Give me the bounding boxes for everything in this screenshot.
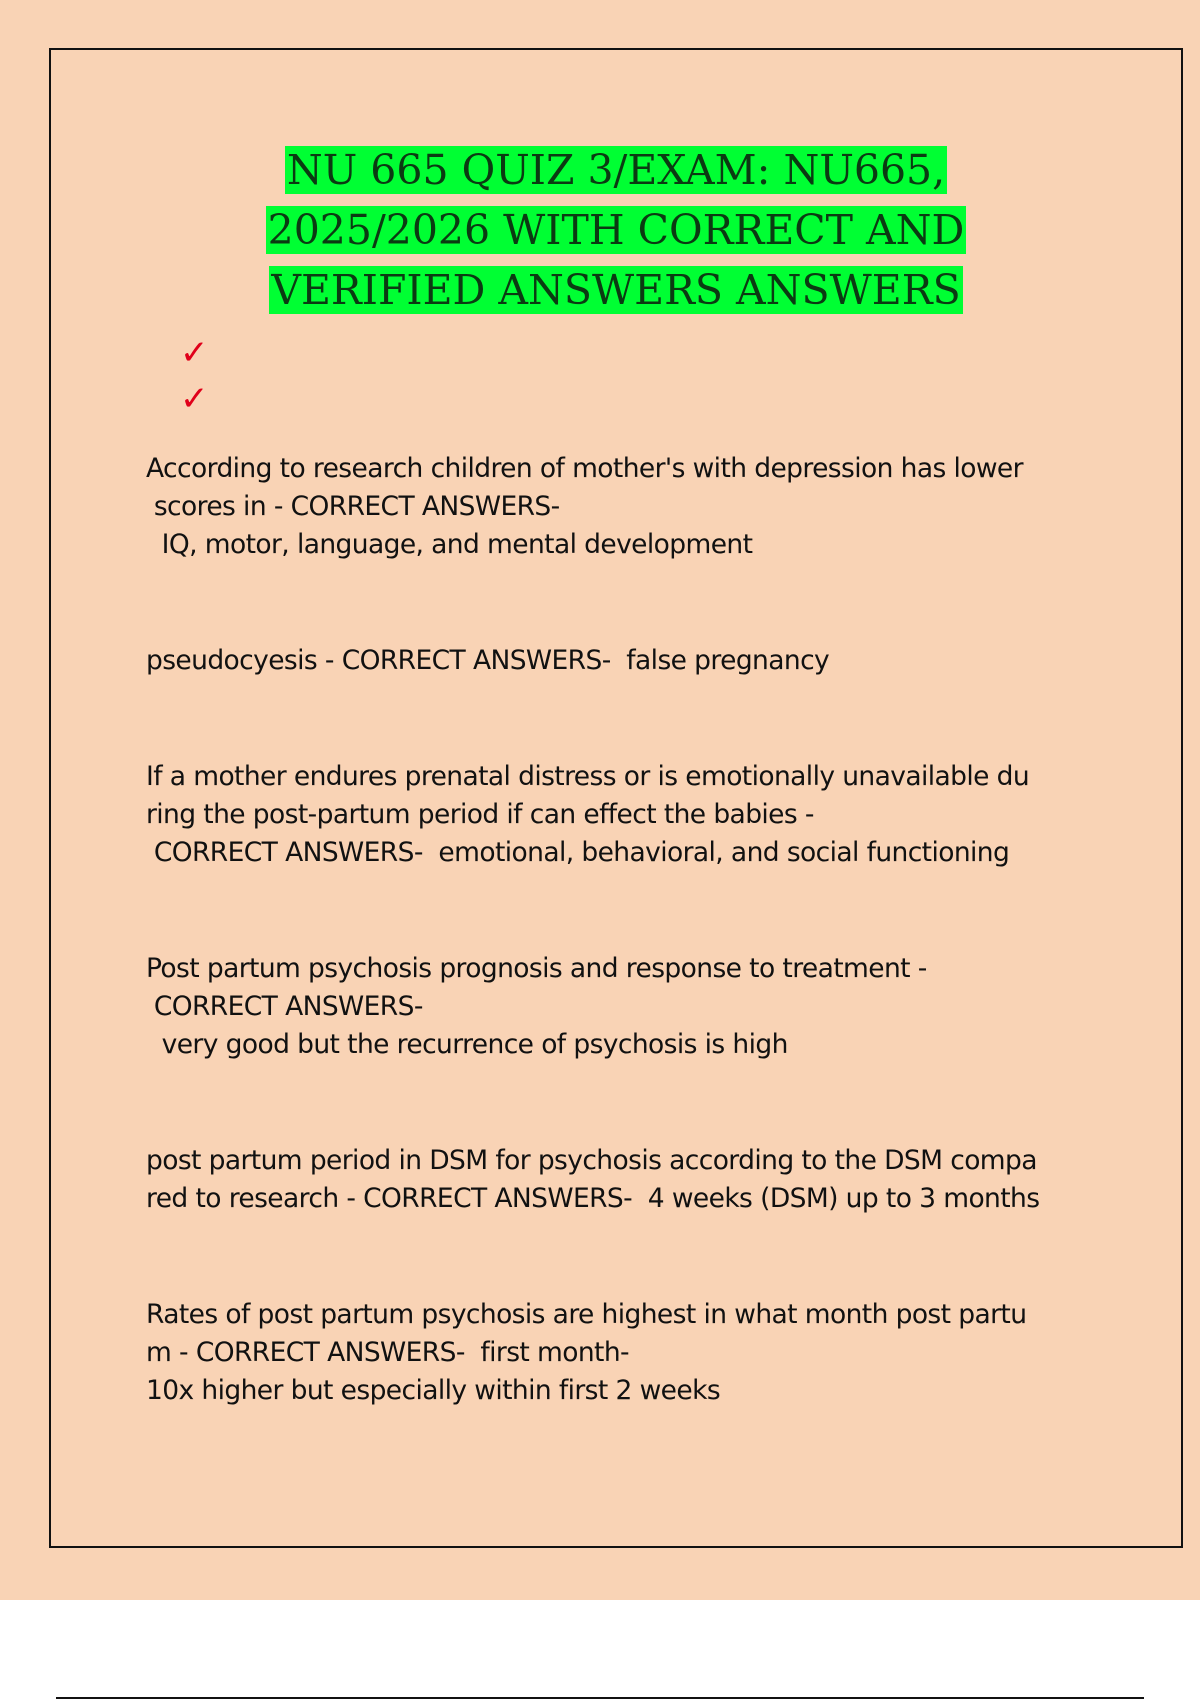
check-mark-icon: ✓ [180, 333, 209, 373]
qa-text-line: ring the post-partum period if can effect the babies - [146, 799, 814, 830]
qa-text-line: CORRECT ANSWERS- emotional, behavioral, and social functioning [146, 837, 1010, 868]
qa-text-line: According to research children of mother's with depression has lower [146, 453, 1023, 484]
document-title [49, 140, 1183, 320]
qa-list [146, 450, 1096, 1488]
qa-text-line: very good but the recurrence of psychosis is high [146, 1029, 788, 1060]
check-mark-group [180, 330, 240, 422]
qa-text-line: 10x higher but especially within first 2 weeks [146, 1375, 721, 1406]
qa-text-line: pseudocyesis - CORRECT ANSWERS- false pregnancy [146, 645, 830, 676]
title-line: NU 665 QUIZ 3/EXAM: NU665, [286, 146, 946, 194]
qa-text-line: CORRECT ANSWERS- [146, 991, 423, 1022]
qa-text-line: Post partum psychosis prognosis and response to treatment - [146, 953, 927, 984]
qa-text-line: If a mother endures prenatal distress or is emotionally unavailable du [146, 761, 1030, 792]
qa-item [146, 1142, 1096, 1218]
qa-text-line: scores in - CORRECT ANSWERS- [146, 491, 560, 522]
qa-text-line: red to research - CORRECT ANSWERS- 4 weeks (DSM) up to 3 months [146, 1183, 1040, 1214]
qa-item [146, 950, 1096, 1064]
qa-item [146, 1296, 1096, 1410]
qa-item [146, 642, 1096, 680]
qa-text-line: Rates of post partum psychosis are highest in what month post partu [146, 1299, 1027, 1330]
check-mark-icon: ✓ [180, 379, 209, 419]
qa-item [146, 450, 1096, 564]
qa-text-line: IQ, motor, language, and mental development [146, 529, 753, 560]
qa-item [146, 758, 1096, 872]
title-line: 2025/2026 WITH CORRECT AND [267, 206, 965, 254]
qa-text-line: m - CORRECT ANSWERS- first month- [146, 1337, 630, 1368]
footer-divider [56, 1697, 1144, 1699]
qa-text-line: post partum period in DSM for psychosis according to the DSM compa [146, 1145, 1037, 1176]
title-line: VERIFIED ANSWERS ANSWERS [271, 266, 961, 314]
